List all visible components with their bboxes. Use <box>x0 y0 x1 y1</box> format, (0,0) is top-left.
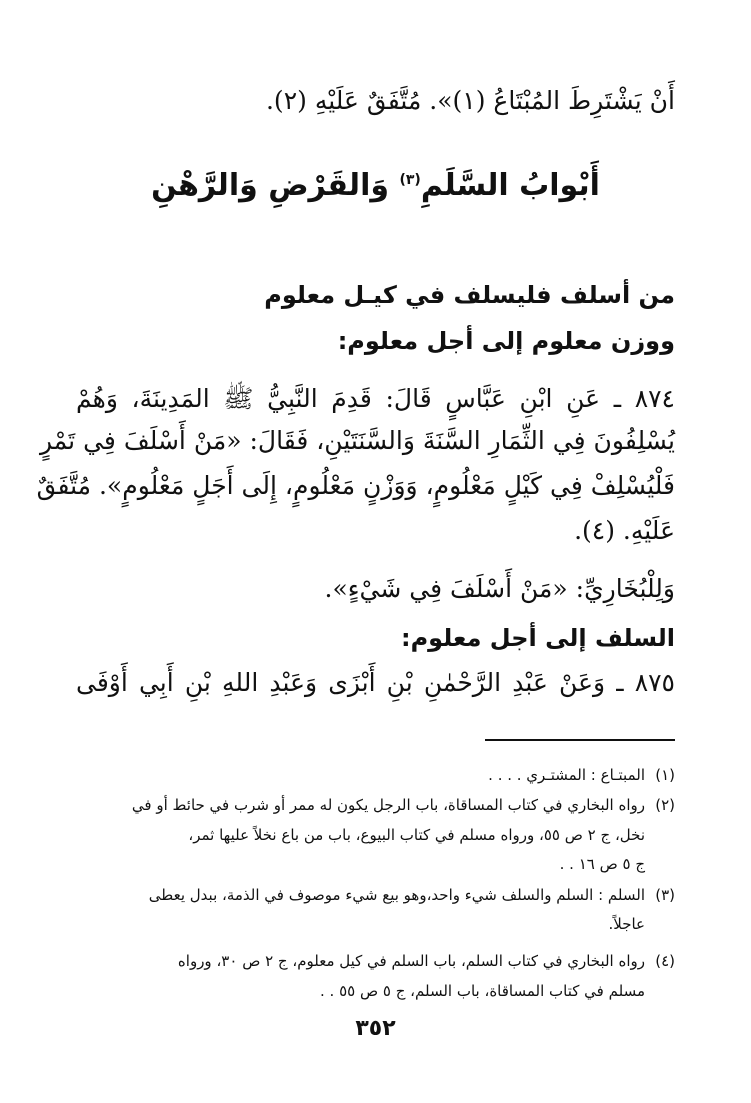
hadith-874-line-3: فَلْيُسْلِفْ فِي كَيْلٍ مَعْلُومٍ، وَوَزْنٍ مَعْلُومٍ، إِلَى أَجَلٍ مَعْلُومٍ». مُتَّفَقٌ <box>36 471 675 500</box>
footnote-1 <box>76 766 675 784</box>
subheading-salaf: السلف إلى أجل معلوم: <box>400 624 675 652</box>
footnote-4-line-2: مسلم في كتاب المساقاة، باب السلم، ج ٥ ص ٥٥ . . <box>320 982 645 1000</box>
footnote-3 <box>76 886 675 904</box>
footnote-text: رواه البخاري في كتاب السلم، باب السلم في كيل معلوم، ج ٢ ص ٣٠، ورواه <box>177 952 645 970</box>
footnote-number: (٢) <box>655 796 675 814</box>
footnote-4 <box>76 952 675 970</box>
footnote-ref-3: (٣) <box>399 172 421 188</box>
subheading-line-2: ووزن معلوم إلى أجل معلوم: <box>337 327 675 355</box>
footnote-text: السلم : السلم والسلف شيء واحد،وهو بيع شيء موصوف في الذمة، ببدل يعطى <box>148 886 645 904</box>
chapter-heading-rest: وَالقَرْضِ وَالرَّهْنِ <box>151 168 400 203</box>
hadith-874-line-1: ٨٧٤ ـ عَنِ ابْنِ عَبَّاسٍ قَالَ: قَدِمَ النَّبِيُّ ﷺ المَدِينَةَ، وَهُمْ <box>76 384 675 413</box>
hadith-874-line-4: عَلَيْهِ. (٤). <box>574 516 675 545</box>
footnote-2 <box>76 796 675 814</box>
subheading-line-1: من أسلف فليسلف في كيـل معلوم <box>264 281 675 309</box>
chapter-heading <box>0 168 751 203</box>
footnote-number: (١) <box>655 766 675 784</box>
footnote-3-line-2: عاجلاً. <box>608 915 645 933</box>
footnote-number: (٤) <box>655 952 675 970</box>
footnote-separator <box>485 739 675 741</box>
hadith-875-line-1: ٨٧٥ ـ وَعَنْ عَبْدِ الرَّحْمٰنِ بْنِ أَبْزَى وَعَبْدِ اللهِ بْنِ أَبِي أَوْفَى <box>76 668 675 697</box>
page-number: ٣٥٢ <box>355 1016 396 1041</box>
bukhari-line: وَلِلْبُخَارِيِّ: «مَنْ أَسْلَفَ فِي شَيْءٍ». <box>324 574 675 603</box>
footnote-number: (٣) <box>655 886 675 904</box>
hadith-874-line-2: يُسْلِفُونَ فِي الثِّمَارِ السَّنَةَ وَالسَّنَتَيْنِ، فَقَالَ: «مَنْ أَسْلَفَ فِي تَمْرٍ <box>39 426 675 455</box>
continuation-line: أَنْ يَشْتَرِطَ المُبْتَاعُ (١)». مُتَّفَقٌ عَلَيْهِ (٢). <box>265 86 675 115</box>
footnote-text: رواه البخاري في كتاب المساقاة، باب الرجل يكون له ممر أو شرب في حائط أو في <box>131 796 645 814</box>
footnote-2-line-2: نخل، ج ٢ ص ٥٥، ورواه مسلم في كتاب البيوع، باب من باع نخلاً عليها ثمر، <box>188 826 645 844</box>
footnote-text: المبتـاع : المشتـري . . . . <box>488 766 645 784</box>
chapter-heading-title: أَبْوابُ السَّلَمِ <box>420 168 600 203</box>
footnote-2-line-3: ج ٥ ص ١٦ . . <box>559 855 645 873</box>
